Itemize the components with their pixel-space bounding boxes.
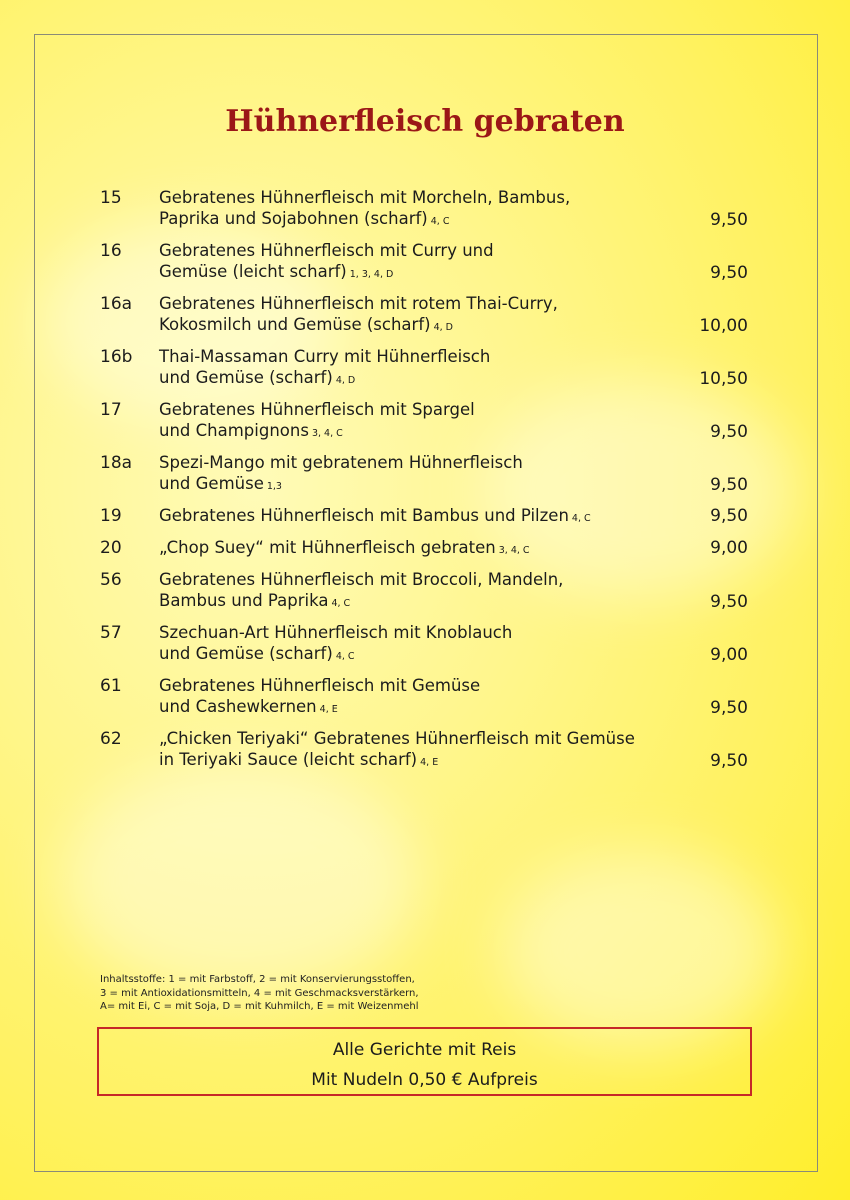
item-description bbox=[159, 187, 679, 232]
description-text: in Teriyaki Sauce (leicht scharf) bbox=[159, 750, 418, 769]
item-price: 9,50 bbox=[710, 506, 748, 526]
menu-item bbox=[0, 452, 850, 496]
item-number: 20 bbox=[100, 538, 122, 558]
description-text: Gebratenes Hühnerfleisch mit Gemüse bbox=[159, 676, 481, 695]
description-line bbox=[159, 505, 679, 529]
description-text: Paprika und Sojabohnen (scharf) bbox=[159, 209, 428, 228]
item-description bbox=[159, 399, 679, 444]
menu-item bbox=[0, 728, 850, 772]
description-line bbox=[159, 261, 679, 285]
description-line bbox=[159, 314, 679, 338]
item-price: 9,50 bbox=[710, 592, 748, 612]
description-line bbox=[159, 473, 679, 497]
description-text: Thai-Massaman Curry mit Hühnerfleisch bbox=[159, 347, 491, 366]
description-text: Gebratenes Hühnerfleisch mit Curry und bbox=[159, 241, 494, 260]
item-price: 9,00 bbox=[710, 645, 748, 665]
item-description bbox=[159, 346, 679, 391]
page-title: Hühnerfleisch gebraten bbox=[225, 104, 625, 139]
description-text: und Gemüse bbox=[159, 474, 264, 493]
description-line bbox=[159, 569, 679, 590]
menu-item bbox=[0, 537, 850, 559]
menu-item bbox=[0, 569, 850, 613]
item-price: 10,50 bbox=[699, 369, 748, 389]
item-description bbox=[159, 505, 679, 529]
item-number: 16b bbox=[100, 347, 133, 367]
description-line bbox=[159, 187, 679, 208]
description-line bbox=[159, 590, 679, 614]
description-text: Gemüse (leicht scharf) bbox=[159, 262, 347, 281]
description-line bbox=[159, 240, 679, 261]
allergen-codes: 4, E bbox=[420, 757, 439, 768]
allergen-codes: 4, C bbox=[331, 598, 351, 609]
menu-item bbox=[0, 675, 850, 719]
item-price: 9,50 bbox=[710, 751, 748, 771]
allergen-codes: 4, C bbox=[571, 513, 591, 524]
menu-item bbox=[0, 399, 850, 443]
description-line bbox=[159, 675, 679, 696]
allergen-footnote bbox=[100, 973, 419, 1014]
item-description bbox=[159, 569, 679, 614]
infobox-line-rice: Alle Gerichte mit Reis bbox=[332, 1040, 517, 1060]
item-number: 61 bbox=[100, 676, 122, 696]
allergen-codes: 4, C bbox=[335, 651, 355, 662]
description-text: Kokosmilch und Gemüse (scharf) bbox=[159, 315, 431, 334]
item-description bbox=[159, 537, 679, 561]
description-text: und Gemüse (scharf) bbox=[159, 644, 333, 663]
footnote-line: A= mit Ei, C = mit Soja, D = mit Kuhmilch, E = mit Weizenmehl bbox=[100, 1001, 419, 1012]
item-price: 9,50 bbox=[710, 475, 748, 495]
description-text: und Gemüse (scharf) bbox=[159, 368, 333, 387]
description-line bbox=[159, 208, 679, 232]
item-price: 9,00 bbox=[710, 538, 748, 558]
item-number: 18a bbox=[100, 453, 133, 473]
description-line bbox=[159, 399, 679, 420]
allergen-codes: 4, C bbox=[430, 216, 450, 227]
description-line bbox=[159, 643, 679, 667]
item-description bbox=[159, 622, 679, 667]
item-number: 56 bbox=[100, 570, 122, 590]
description-line bbox=[159, 749, 679, 773]
item-number: 16a bbox=[100, 294, 133, 314]
description-text: Gebratenes Hühnerfleisch mit Spargel bbox=[159, 400, 475, 419]
description-text: „Chicken Teriyaki“ Gebratenes Hühnerfleisch mit Gemüse bbox=[159, 729, 635, 748]
description-text: Gebratenes Hühnerfleisch mit Bambus und Pilzen bbox=[159, 506, 569, 525]
description-line bbox=[159, 622, 679, 643]
description-line bbox=[159, 728, 679, 749]
footnote-line: Inhaltsstoffe: 1 = mit Farbstoff, 2 = mit Konservierungsstoffen, bbox=[100, 974, 415, 985]
item-number: 57 bbox=[100, 623, 122, 643]
menu-item bbox=[0, 187, 850, 231]
allergen-codes: 3, 4, C bbox=[311, 428, 343, 439]
description-text: „Chop Suey“ mit Hühnerfleisch gebraten bbox=[159, 538, 496, 557]
item-price: 9,50 bbox=[710, 210, 748, 230]
description-text: und Cashewkernen bbox=[159, 697, 317, 716]
item-price: 9,50 bbox=[710, 698, 748, 718]
item-price: 9,50 bbox=[710, 422, 748, 442]
description-text: Szechuan-Art Hühnerfleisch mit Knoblauch bbox=[159, 623, 513, 642]
item-description bbox=[159, 728, 679, 773]
allergen-codes: 3, 4, C bbox=[498, 545, 530, 556]
description-line bbox=[159, 367, 679, 391]
description-line bbox=[159, 537, 679, 561]
infobox-line-noodles: Mit Nudeln 0,50 € Aufpreis bbox=[311, 1070, 538, 1090]
description-text: Bambus und Paprika bbox=[159, 591, 329, 610]
item-price: 9,50 bbox=[710, 263, 748, 283]
menu-item bbox=[0, 346, 850, 390]
allergen-codes: 1, 3, 4, D bbox=[349, 269, 394, 280]
allergen-codes: 4, D bbox=[335, 375, 356, 386]
description-text: Spezi-Mango mit gebratenem Hühnerfleisch bbox=[159, 453, 523, 472]
item-number: 62 bbox=[100, 729, 122, 749]
menu-item bbox=[0, 293, 850, 337]
menu-item bbox=[0, 240, 850, 284]
allergen-codes: 4, E bbox=[319, 704, 338, 715]
description-line bbox=[159, 346, 679, 367]
item-number: 16 bbox=[100, 241, 122, 261]
description-line bbox=[159, 420, 679, 444]
item-description bbox=[159, 293, 679, 338]
item-number: 17 bbox=[100, 400, 122, 420]
footnote-line: 3 = mit Antioxidationsmitteln, 4 = mit Geschmacksverstärkern, bbox=[100, 987, 419, 999]
description-text: und Champignons bbox=[159, 421, 309, 440]
item-description bbox=[159, 240, 679, 285]
description-line bbox=[159, 293, 679, 314]
menu-item bbox=[0, 505, 850, 527]
allergen-codes: 4, D bbox=[433, 322, 453, 333]
item-price: 10,00 bbox=[699, 316, 748, 336]
rice-noodle-infobox bbox=[97, 1027, 752, 1096]
description-text: Gebratenes Hühnerfleisch mit rotem Thai-Curry, bbox=[159, 294, 558, 313]
item-description bbox=[159, 452, 679, 497]
description-text: Gebratenes Hühnerfleisch mit Broccoli, Mandeln, bbox=[159, 570, 564, 589]
allergen-codes: 1,3 bbox=[266, 481, 282, 492]
description-line bbox=[159, 452, 679, 473]
description-line bbox=[159, 696, 679, 720]
item-description bbox=[159, 675, 679, 720]
item-number: 19 bbox=[100, 506, 122, 526]
description-text: Gebratenes Hühnerfleisch mit Morcheln, Bambus, bbox=[159, 188, 571, 207]
menu-item bbox=[0, 622, 850, 666]
item-number: 15 bbox=[100, 188, 122, 208]
